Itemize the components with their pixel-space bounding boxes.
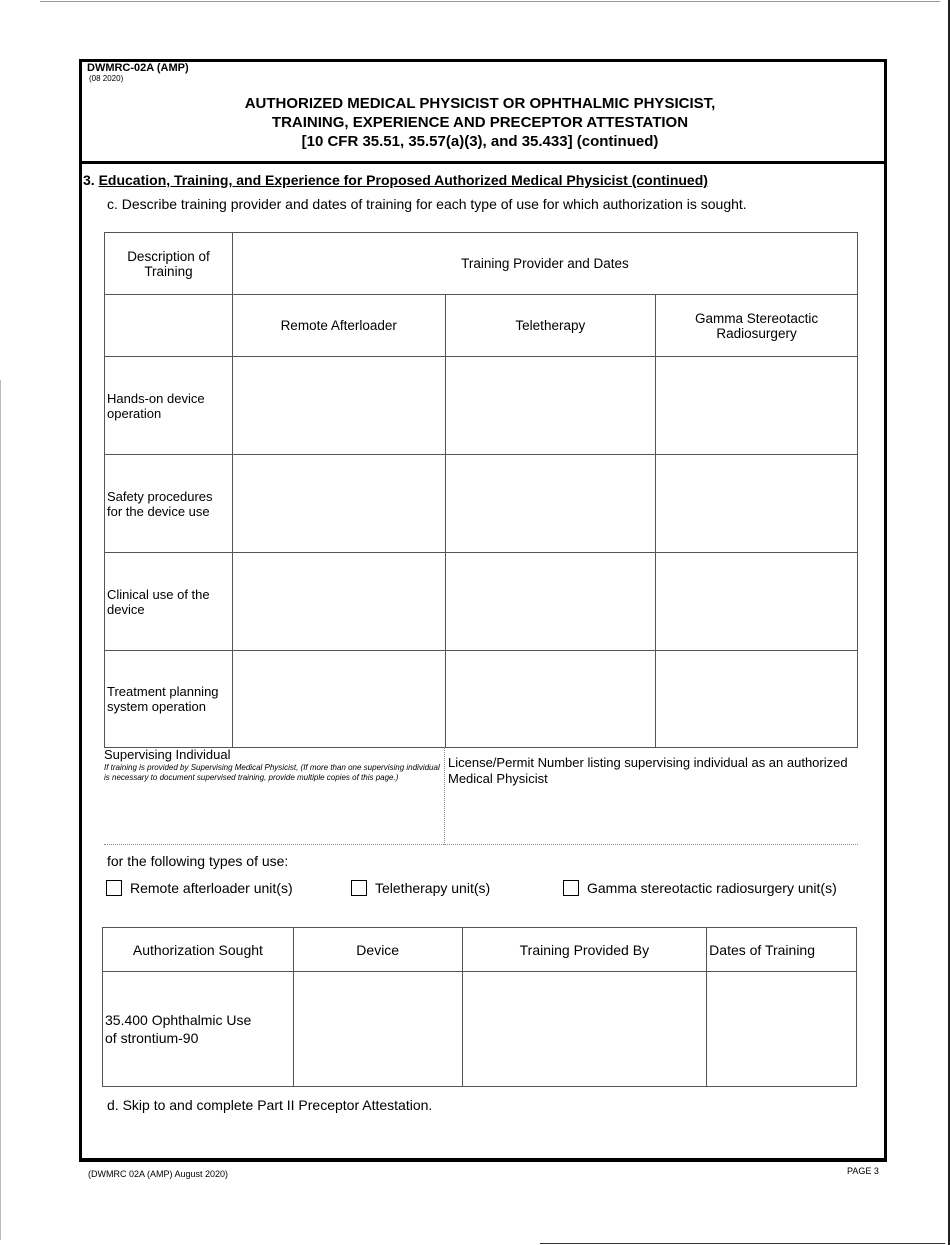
col-remote-afterloader: Remote Afterloader xyxy=(232,295,445,357)
page-number: PAGE 3 xyxy=(847,1166,879,1176)
option-gamma-stereotactic[interactable] xyxy=(563,880,837,896)
title-line-3: [10 CFR 35.51, 35.57(a)(3), and 35.433] (continued) xyxy=(301,133,659,150)
footer-form-id: (DWMRC 02A (AMP) August 2020) xyxy=(88,1169,229,1179)
header-authorization-sought: Authorization Sought xyxy=(103,928,294,972)
cell-safety-teletherapy[interactable] xyxy=(445,455,656,553)
row-label-safety: Safety procedures for the device use xyxy=(105,455,233,553)
option-label-teletherapy: Teletherapy unit(s) xyxy=(375,880,491,896)
provider-header: Training Provider and Dates xyxy=(232,233,857,295)
desc-header: Description of Training xyxy=(105,233,233,295)
section-number: 3. xyxy=(83,172,95,188)
cell-hands-on-teletherapy[interactable] xyxy=(445,357,656,455)
scan-bottom-edge xyxy=(540,1243,945,1244)
cell-safety-gamma[interactable] xyxy=(656,455,858,553)
header-separator xyxy=(79,161,887,164)
row-label-clinical: Clinical use of the device xyxy=(105,553,233,651)
checkbox-gamma-stereotactic[interactable] xyxy=(563,880,579,896)
license-label: License/Permit Number listing supervising individual as an authorized Medical Physicist xyxy=(448,755,848,786)
option-label-gamma-stereotactic: Gamma stereotactic radiosurgery unit(s) xyxy=(587,880,837,896)
license-number-field[interactable] xyxy=(448,791,856,841)
col-teletherapy: Teletherapy xyxy=(445,295,656,357)
cell-treatment-teletherapy[interactable] xyxy=(445,651,656,748)
supervising-bottom-rule xyxy=(104,844,858,845)
row-label-hands-on: Hands-on device operation xyxy=(105,357,233,455)
supervising-divider xyxy=(444,747,445,845)
col-gamma-stereotactic: Gamma Stereotactic Radiosurgery xyxy=(656,295,858,357)
option-teletherapy[interactable] xyxy=(351,880,490,896)
scan-top-edge xyxy=(40,1,940,2)
form-title xyxy=(120,94,840,151)
authorization-table xyxy=(102,927,857,1087)
supervising-label: Supervising Individual xyxy=(104,747,231,762)
cell-treatment-remote[interactable] xyxy=(232,651,445,748)
cell-clinical-remote[interactable] xyxy=(232,553,445,651)
title-line-1: AUTHORIZED MEDICAL PHYSICIST OR OPHTHALMIC PHYSICIST, xyxy=(244,95,716,112)
supervising-individual-block xyxy=(104,747,858,845)
item-d-instruction: d. Skip to and complete Part II Preceptor Attestation. xyxy=(107,1097,433,1113)
scan-left-edge xyxy=(0,380,1,1240)
cell-treatment-gamma[interactable] xyxy=(656,651,858,748)
header-training-provided-by: Training Provided By xyxy=(462,928,707,972)
cell-safety-remote[interactable] xyxy=(232,455,445,553)
row-label-treatment-planning: Treatment planning system operation xyxy=(105,651,233,748)
header-dates-of-training: Dates of Training xyxy=(707,928,857,972)
cell-hands-on-remote[interactable] xyxy=(232,357,445,455)
auth-device-cell[interactable] xyxy=(293,972,462,1087)
types-of-use-label: for the following types of use: xyxy=(107,853,289,869)
option-remote-afterloader[interactable] xyxy=(106,880,293,896)
section-3-heading xyxy=(83,172,708,188)
section-title: Education, Training, and Experience for Proposed Authorized Medical Physicist (continued) xyxy=(98,172,708,188)
blank-header-cell xyxy=(105,295,233,357)
auth-provider-cell[interactable] xyxy=(462,972,707,1087)
form-number: DWMRC-02A (AMP) xyxy=(87,62,189,74)
item-c-instruction: c. Describe training provider and dates of training for each type of use for which authorization is sought. xyxy=(107,196,747,212)
cell-clinical-gamma[interactable] xyxy=(656,553,858,651)
checkbox-teletherapy[interactable] xyxy=(351,880,367,896)
cell-hands-on-gamma[interactable] xyxy=(656,357,858,455)
cell-clinical-teletherapy[interactable] xyxy=(445,553,656,651)
title-line-2: TRAINING, EXPERIENCE AND PRECEPTOR ATTESTATION xyxy=(271,114,689,131)
auth-dates-cell[interactable] xyxy=(707,972,857,1087)
supervising-name-field[interactable] xyxy=(104,803,440,841)
supervising-note: If training is provided by Supervising Medical Physicist, (If more than one supervising individual is necessary to document supervised training, provide multiple copies of this page.) xyxy=(104,763,440,782)
form-date: (08 2020) xyxy=(89,74,124,83)
header-device: Device xyxy=(293,928,462,972)
option-label-remote-afterloader: Remote afterloader unit(s) xyxy=(130,880,293,896)
checkbox-remote-afterloader[interactable] xyxy=(106,880,122,896)
training-table xyxy=(104,232,858,748)
auth-sr90-label: 35.400 Ophthalmic Use of strontium-90 xyxy=(103,972,294,1087)
